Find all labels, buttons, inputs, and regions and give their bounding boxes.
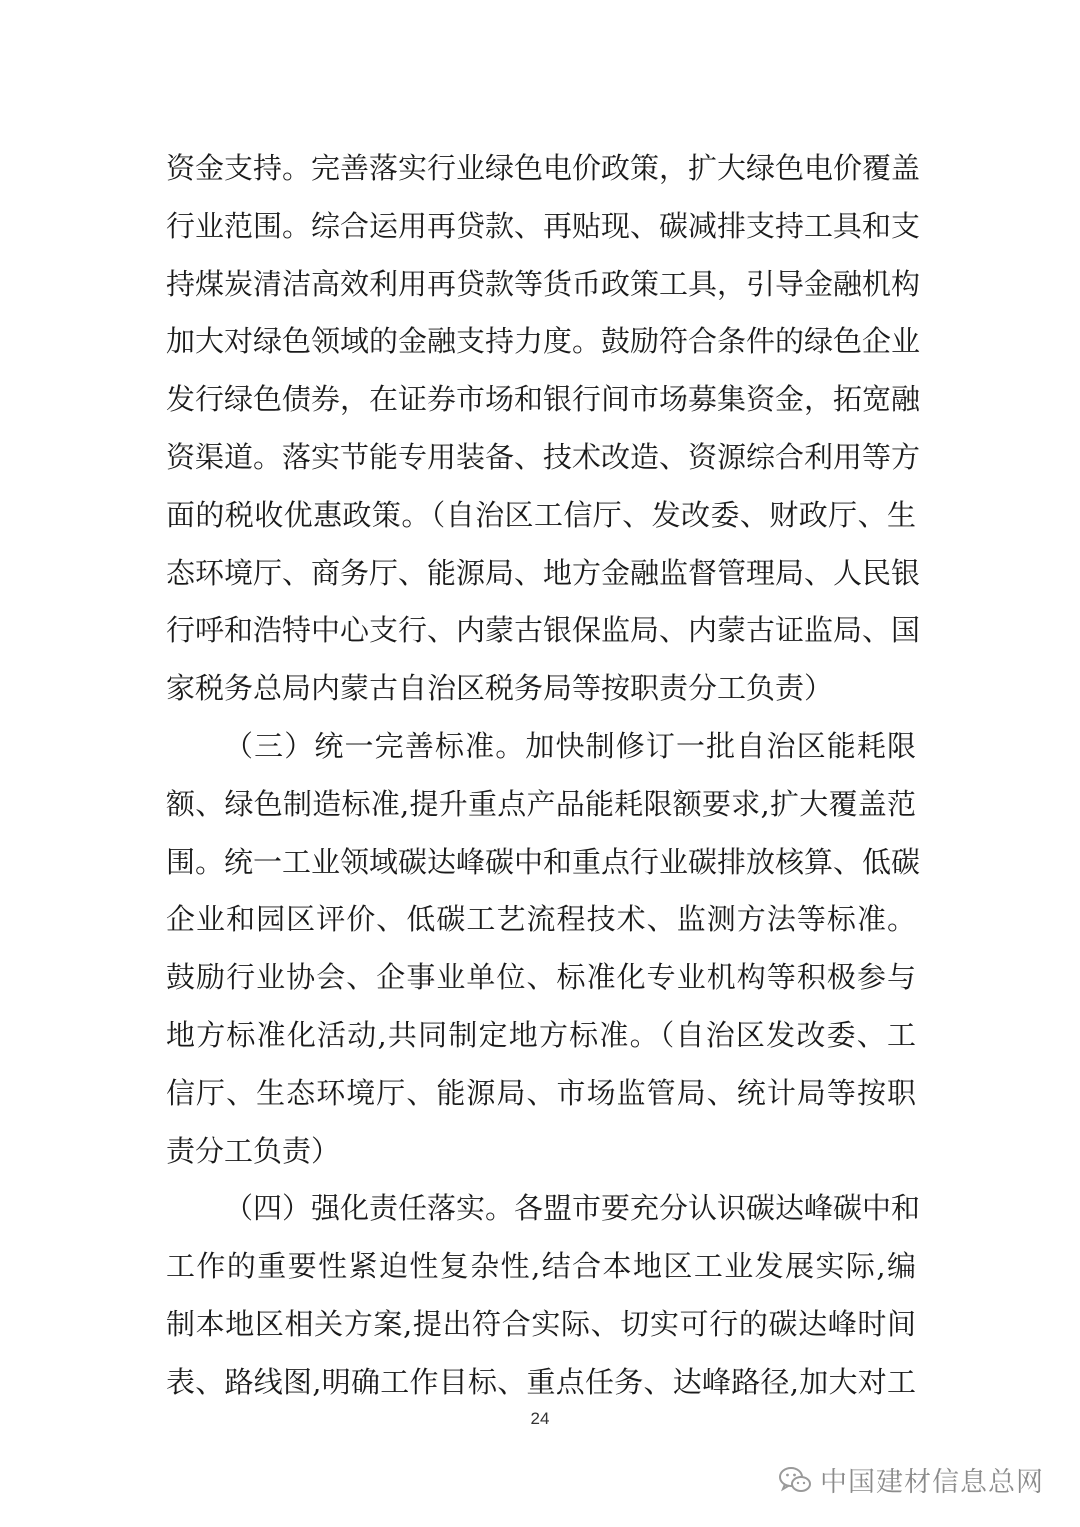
section-heading-line: （三）统一完善标准。加快制修订一批自治区能耗限 <box>224 728 916 763</box>
text-line: 额、绿色制造标准,提升重点产品能耗限额要求,扩大覆盖范 <box>166 786 916 821</box>
text-line: 资渠道。落实节能专用装备、技术改造、资源综合利用等方 <box>166 439 921 474</box>
text-line: 工作的重要性紧迫性复杂性,结合本地区工业发展实际,编 <box>166 1249 916 1284</box>
text-line: 围。统一工业领域碳达峰碳中和重点行业碳排放核算、低碳 <box>166 844 921 879</box>
text-line: 发行绿色债券，在证券市场和银行间市场募集资金，拓宽融 <box>166 382 921 417</box>
body-text <box>166 140 921 1412</box>
watermark <box>778 1460 1044 1499</box>
section-heading-line: （四）强化责任落实。各盟市要充分认识碳达峰碳中和 <box>224 1191 921 1226</box>
wechat-icon <box>778 1465 812 1495</box>
text-line: 家税务总局内蒙古自治区税务局等按职责分工负责） <box>166 671 834 706</box>
text-line: 信厅、生态环境厅、能源局、市场监管局、统计局等按职 <box>166 1075 916 1110</box>
text-line: 地方标准化活动,共同制定地方标准。（自治区发改委、工 <box>166 1017 916 1052</box>
page-number: 24 <box>530 1409 550 1428</box>
text-line: 鼓励行业协会、企事业单位、标准化专业机构等积极参与 <box>166 960 916 995</box>
text-line: 行业范围。综合运用再贷款、再贴现、碳减排支持工具和支 <box>166 208 921 243</box>
text-line: 行呼和浩特中心支行、内蒙古银保监局、内蒙古证监局、国 <box>166 613 921 648</box>
text-line: 持煤炭清洁高效利用再贷款等货币政策工具，引导金融机构 <box>166 266 921 301</box>
text-line: 资金支持。完善落实行业绿色电价政策，扩大绿色电价覆盖 <box>166 151 921 185</box>
text-line: 责分工负责） <box>166 1133 341 1168</box>
text-line: 制本地区相关方案,提出符合实际、切实可行的碳达峰时间 <box>166 1306 916 1341</box>
text-line: 面的税收优惠政策。（自治区工信厅、发改委、财政厅、生 <box>166 497 916 532</box>
text-line: 表、路线图,明确工作目标、重点任务、达峰路径,加大对工 <box>166 1364 916 1399</box>
watermark-text: 中国建材信息总网 <box>820 1467 1044 1498</box>
text-line: 态环境厅、商务厅、能源局、地方金融监督管理局、人民银 <box>166 555 921 590</box>
text-line: 企业和园区评价、低碳工艺流程技术、监测方法等标准。 <box>166 902 916 937</box>
text-line: 加大对绿色领域的金融支持力度。鼓励符合条件的绿色企业 <box>166 324 921 359</box>
